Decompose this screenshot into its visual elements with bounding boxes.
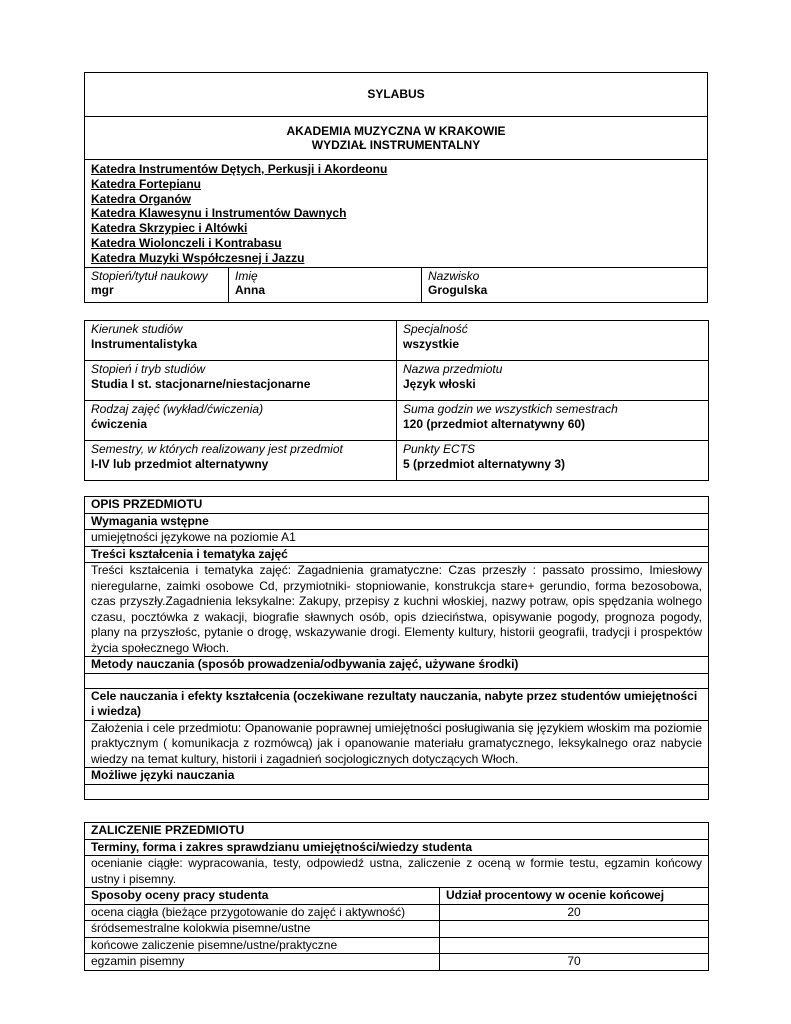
- terms-label: Terminy, forma i zakres sprawdzianu umiejętności/wiedzy studenta: [85, 839, 709, 856]
- department-list: [85, 160, 708, 268]
- table-row: [85, 904, 709, 921]
- methods-label: Metody nauczania (sposób prowadzenia/odbywania zajęć, używane środki): [85, 657, 709, 674]
- table-row: [85, 921, 709, 938]
- specialty-label: Specjalność: [403, 322, 468, 336]
- last-name-label: Nazwisko: [428, 268, 480, 283]
- subject-label: Nazwa przedmiotu: [403, 362, 503, 376]
- first-name-cell: [229, 267, 422, 302]
- share-cell: [440, 937, 709, 954]
- last-name-value: Grogulska: [428, 283, 488, 298]
- languages-label: Możliwe języki nauczania: [85, 768, 709, 785]
- department-item: Katedra Organów: [91, 191, 192, 206]
- methods-value: [85, 673, 709, 688]
- department-item: Katedra Fortepianu: [91, 176, 202, 191]
- hours-value: 120 (przedmiot alternatywny 60): [403, 416, 586, 431]
- share-cell: 20: [440, 904, 709, 921]
- first-name-value: Anna: [235, 283, 265, 298]
- hours-cell: [397, 401, 709, 441]
- faculty-name: WYDZIAŁ INSTRUMENTALNY: [311, 138, 481, 152]
- header-table: [84, 72, 708, 303]
- method-cell: egzamin pisemny: [85, 954, 440, 971]
- academy-name: AKADEMIA MUZYCZNA W KRAKOWIE: [286, 124, 506, 138]
- department-item: Katedra Wiolonczeli i Kontrabasu: [91, 235, 282, 250]
- subject-value: Język włoski: [403, 376, 476, 391]
- description-table: [84, 496, 709, 800]
- level-cell: [85, 361, 397, 401]
- prereq-label: Wymagania wstępne: [85, 513, 709, 530]
- method-cell: ocena ciągła (bieżące przygotowanie do zajęć i aktywność): [85, 904, 440, 921]
- degree-value: mgr: [91, 283, 114, 298]
- class-type-label: Rodzaj zajęć (wykład/ćwiczenia): [91, 402, 264, 416]
- department-item: Katedra Instrumentów Dętych, Perkusji i Akordeonu: [91, 162, 388, 176]
- share-column-header: Udział procentowy w ocenie końcowej: [440, 888, 709, 905]
- department-item: Katedra Klawesynu i Instrumentów Dawnych: [91, 206, 347, 221]
- table-row: [85, 954, 709, 971]
- share-cell: 70: [440, 954, 709, 971]
- class-type-value: ćwiczenia: [91, 416, 148, 431]
- department-item: Katedra Skrzypiec i Altówki: [91, 221, 248, 236]
- ects-cell: [397, 441, 709, 481]
- content-label: Treści kształcenia i tematyka zajęć: [85, 546, 709, 563]
- goals-value: Założenia i cele przedmiotu: Opanowanie poprawnej umiejętności posługiwania się językiem włoskim ma poziomie praktycznym ( komunikacja z rozmówcą) jak i opanowanie materiału gramatycznego, leksykalnego oraz nabycie wiedzy na temat kultury, historii i zagadnień socjologicznych dotyczących Włoch.: [85, 720, 709, 768]
- study-info-table: [84, 320, 709, 481]
- prereq-value: umiejętności językowe na poziomie A1: [85, 530, 709, 547]
- semesters-value: I-IV lub przedmiot alternatywny: [91, 456, 269, 471]
- ects-value: 5 (przedmiot alternatywny 3): [403, 456, 566, 471]
- semesters-cell: [85, 441, 397, 481]
- degree-cell: [85, 267, 229, 302]
- department-item: Katedra Muzyki Współczesnej i Jazzu: [91, 250, 305, 265]
- specialty-cell: [397, 321, 709, 361]
- level-value: Studia I st. stacjonarne/niestacjonarne: [91, 376, 311, 391]
- assessment-table: [84, 822, 709, 971]
- level-label: Stopień i tryb studiów: [91, 362, 206, 376]
- academy-block: [85, 117, 708, 160]
- share-cell: [440, 921, 709, 938]
- document-title: SYLABUS: [85, 73, 708, 117]
- method-column-header: Sposoby oceny pracy studenta: [85, 888, 440, 905]
- degree-label: Stopień/tytuł naukowy: [91, 268, 208, 283]
- first-name-label: Imię: [235, 268, 258, 283]
- field-label: Kierunek studiów: [91, 322, 183, 336]
- specialty-value: wszystkie: [403, 336, 460, 351]
- subject-cell: [397, 361, 709, 401]
- class-type-cell: [85, 401, 397, 441]
- hours-label: Suma godzin we wszystkich semestrach: [403, 402, 618, 416]
- field-value: Instrumentalistyka: [91, 336, 198, 351]
- method-cell: końcowe zaliczenie pisemne/ustne/praktyczne: [85, 937, 440, 954]
- ects-label: Punkty ECTS: [403, 442, 476, 456]
- terms-value: ocenianie ciągłe: wypracowania, testy, odpowiedź ustna, zaliczenie z oceną w formie testu, egzamin końcowy ustny i pisemny.: [85, 856, 709, 888]
- semesters-label: Semestry, w których realizowany jest przedmiot: [91, 442, 343, 456]
- method-cell: śródsemestralne kolokwia pisemne/ustne: [85, 921, 440, 938]
- goals-label: Cele nauczania i efekty kształcenia (oczekiwane rezultaty nauczania, nabyte przez studentów umiejętności i wiedza): [85, 688, 709, 720]
- last-name-cell: [422, 267, 708, 302]
- assessment-heading: ZALICZENIE PRZEDMIOTU: [85, 823, 709, 840]
- field-cell: [85, 321, 397, 361]
- description-heading: OPIS PRZEDMIOTU: [85, 497, 709, 514]
- languages-value: [85, 784, 709, 799]
- table-row: [85, 937, 709, 954]
- content-value: Treści kształcenia i tematyka zajęć: Zagadnienia gramatyczne: Czas przeszły : passato prossimo, Imiesłowy nieregularne, zaimki osobowe Cd, przymiotniki- stopniowanie, konstrukcja stare+ gerundio, forma bezosobowa, czas przyszły.Zagadnienia leksykalne: Zakupy, przepisy z kuchni włoskiej, nazwy potraw, opis spędzania wolnego czasu, pocztówka z wakacji, biografie sławnych osób, opis dzieciństwa, opisywanie pogody, prognoza pogody, plany na przyszłośc, pytanie o drogę, wskazywanie drogi. Elementy kultury, historii geografii, tradycji i prospektów życia społecznego Włoch.: [85, 563, 709, 657]
